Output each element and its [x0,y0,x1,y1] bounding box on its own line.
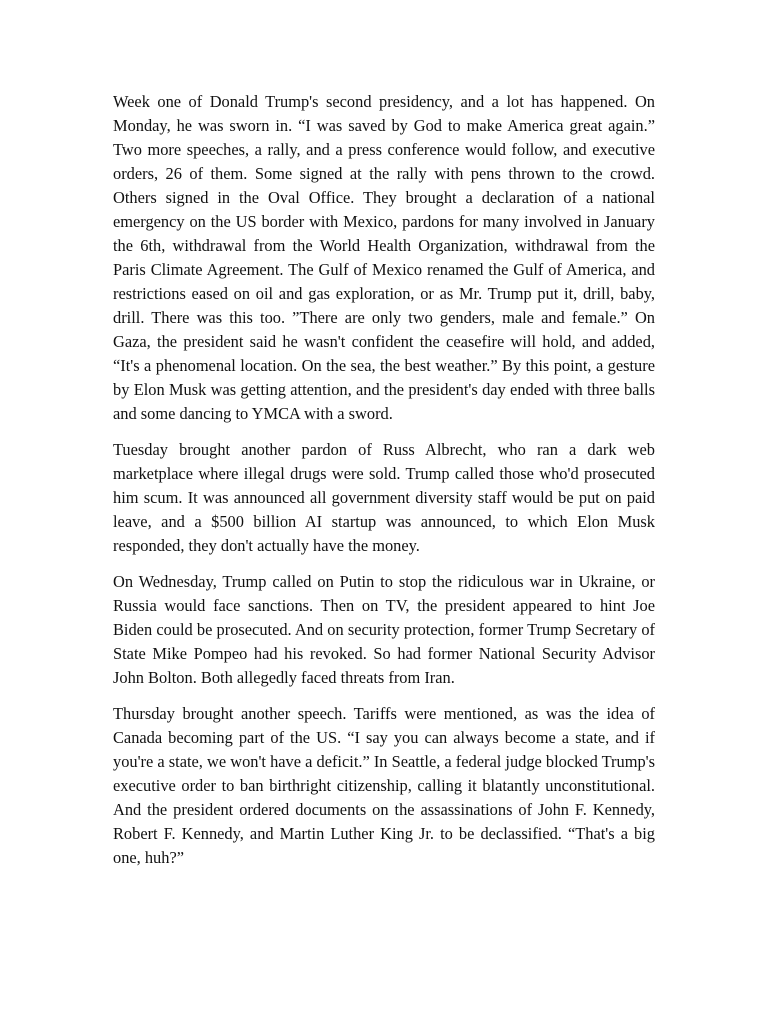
paragraph-monday: Week one of Donald Trump's second presidency, and a lot has happened. On Monday, he was sworn in. “I was saved by God to make America great again.” Two more speeches, a rally, and a press conference would follow, and executive orders, 26 of them. Some signed at the rally with pens thrown to the crowd. Others signed in the Oval Office. They brought a declaration of a national emergency on the US border with Mexico, pardons for many involved in January the 6th, withdrawal from the World Health Organization, withdrawal from the Paris Climate Agreement. The Gulf of Mexico renamed the Gulf of America, and restrictions eased on oil and gas exploration, or as Mr. Trump put it, drill, baby, drill. There was this too. ”There are only two genders, male and female.” On Gaza, the president said he wasn't confident the ceasefire will hold, and added, “It's a phenomenal location. On the sea, the best weather.” By this point, a gesture by Elon Musk was getting attention, and the president's day ended with three balls and some dancing to YMCA with a sword. [113,92,655,423]
paragraph-thursday: Thursday brought another speech. Tariffs were mentioned, as was the idea of Canada becoming part of the US. “I say you can always become a state, and if you're a state, we won't have a deficit.” In Seattle, a federal judge blocked Trump's executive order to ban birthright citizenship, calling it blatantly unconstitutional. And the president ordered documents on the assassinations of John F. Kennedy, Robert F. Kennedy, and Martin Luther King Jr. to be declassified. “That's a big one, huh?” [113,704,655,867]
paragraph-tuesday: Tuesday brought another pardon of Russ Albrecht, who ran a dark web marketplace where illegal drugs were sold. Trump called those who'd prosecuted him scum. It was announced all government diversity staff would be put on paid leave, and a $500 billion AI startup was announced, to which Elon Musk responded, they don't actually have the money. [113,440,655,555]
document-body [113,90,655,882]
paragraph-wednesday: On Wednesday, Trump called on Putin to stop the ridiculous war in Ukraine, or Russia would face sanctions. Then on TV, the president appeared to hint Joe Biden could be prosecuted. And on security protection, former Trump Secretary of State Mike Pompeo had his revoked. So had former National Security Advisor John Bolton. Both allegedly faced threats from Iran. [113,572,655,687]
